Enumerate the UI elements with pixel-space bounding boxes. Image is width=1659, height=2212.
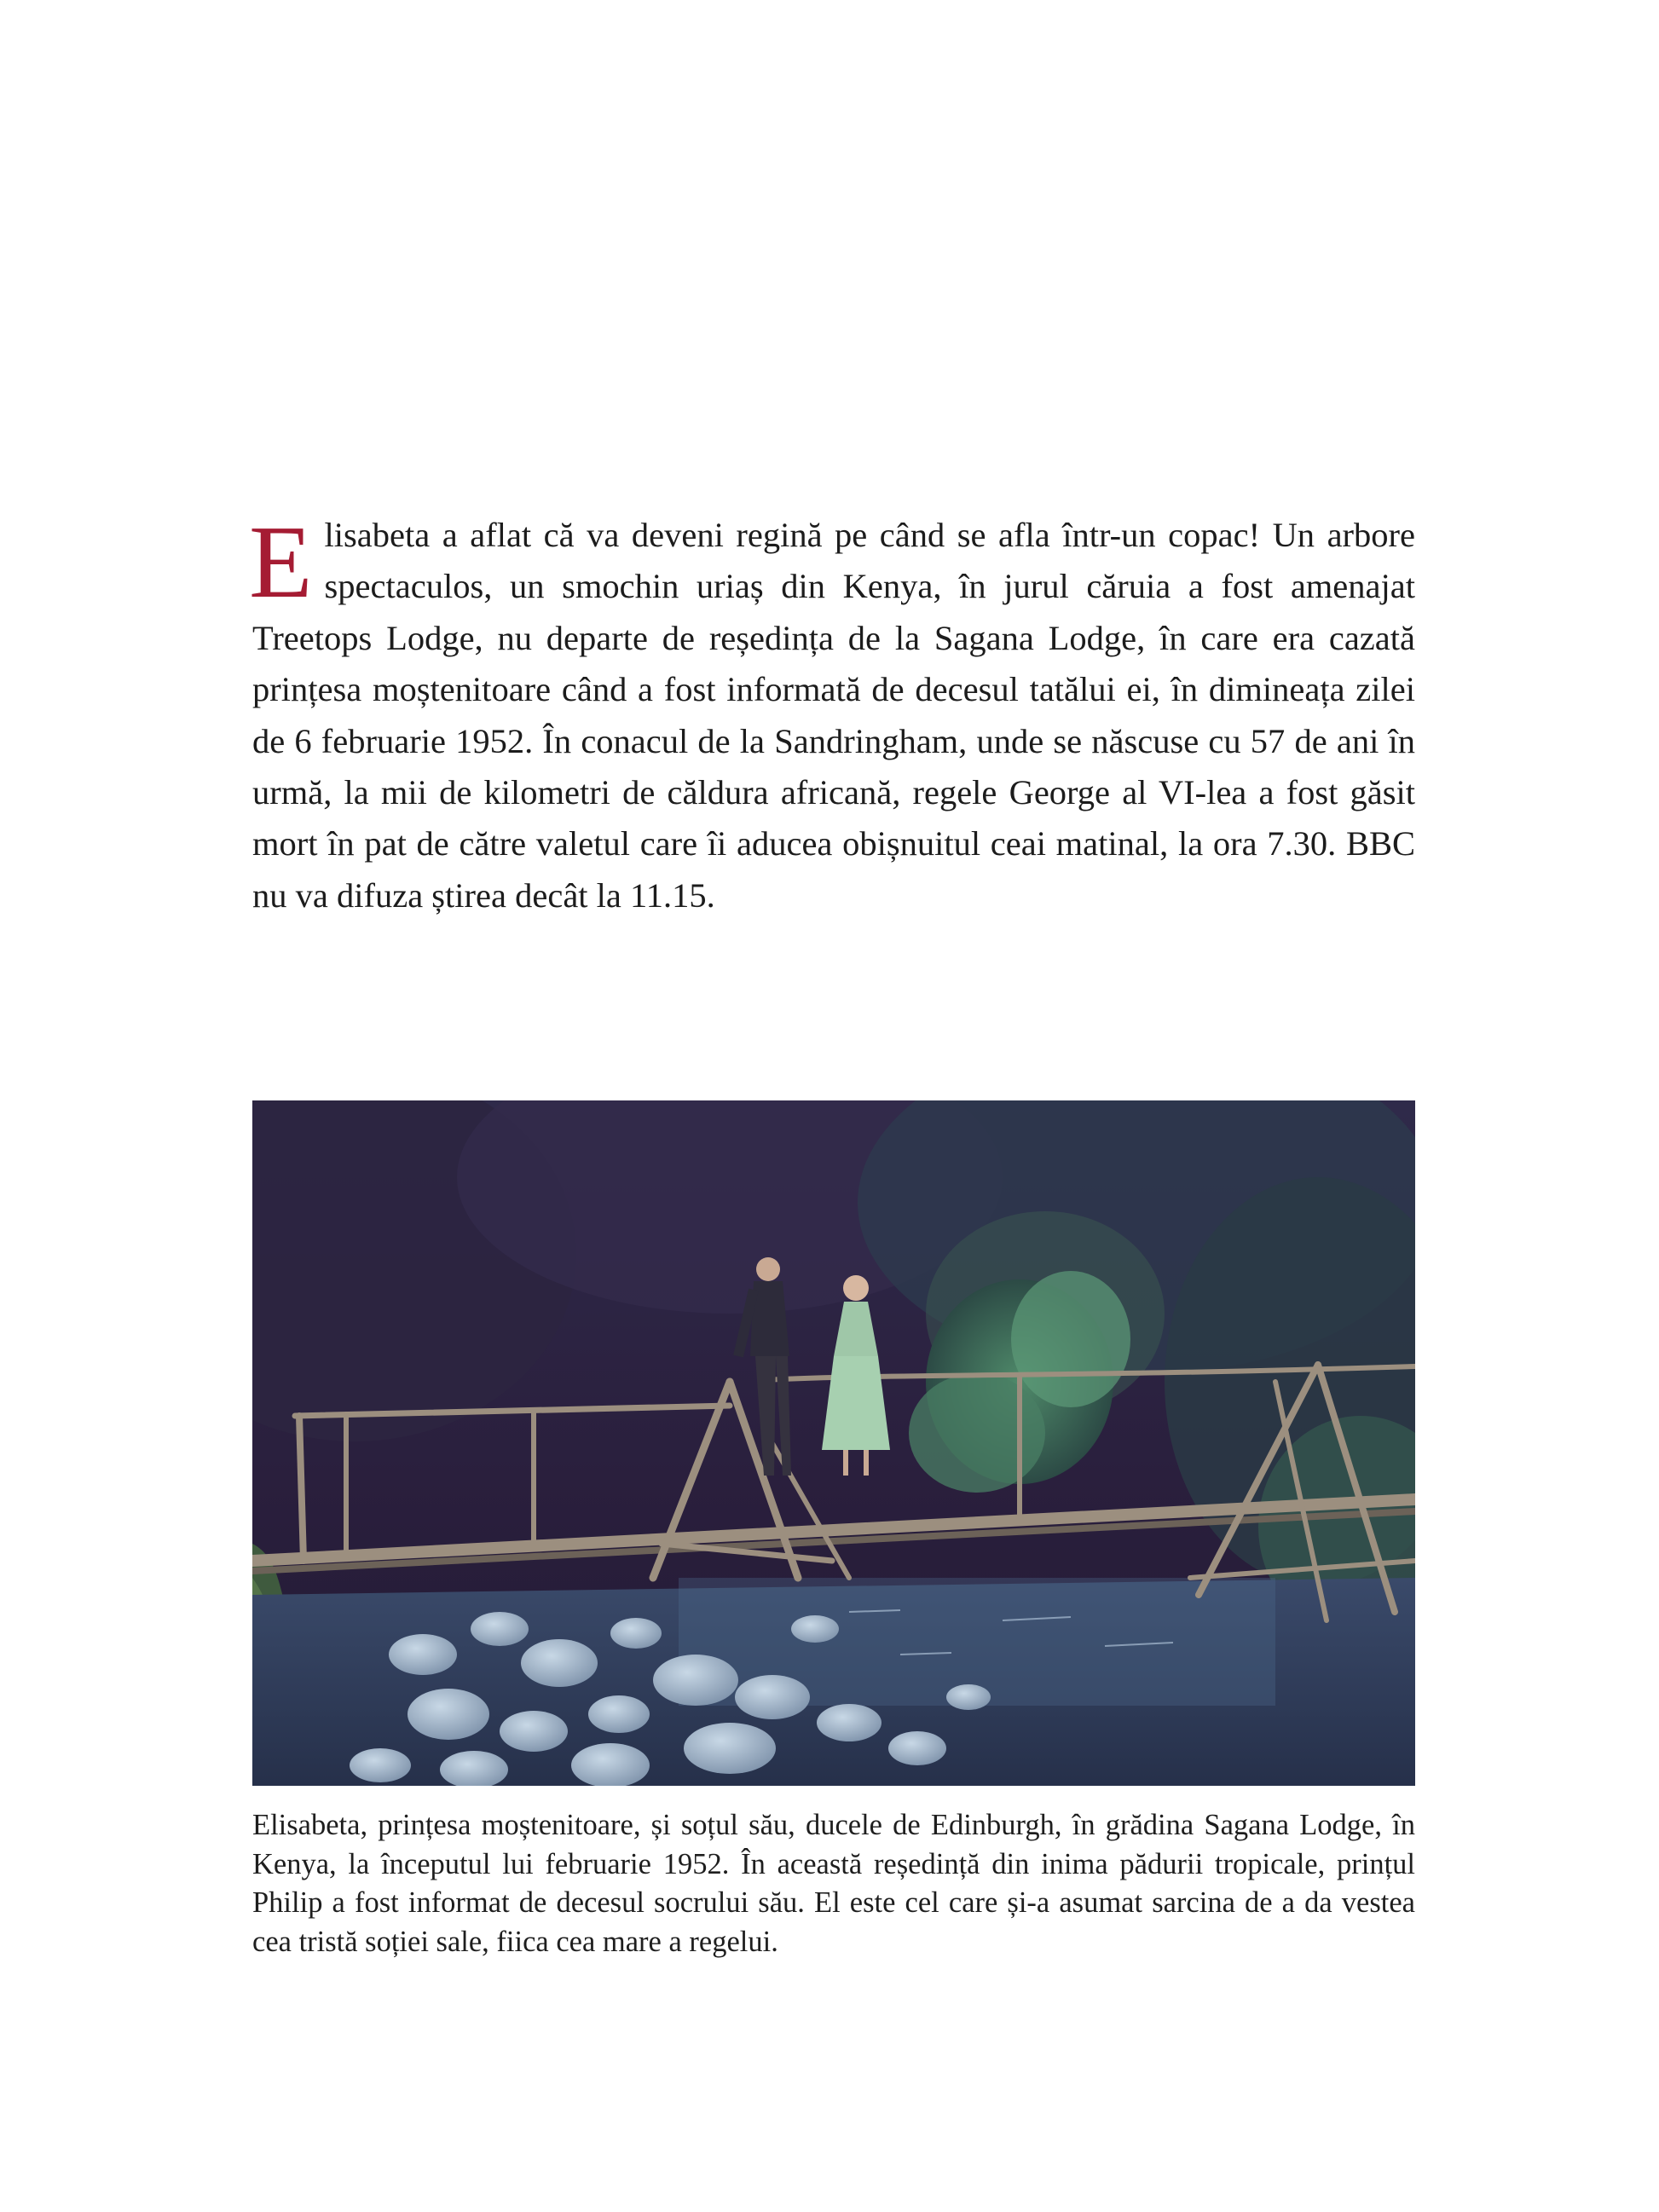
drop-cap: E — [249, 505, 313, 620]
photograph-illustration — [252, 1100, 1415, 1786]
photograph-bridge-kenya — [252, 1100, 1415, 1786]
body-paragraph-text: lisabeta a aflat că va deveni regină pe când se afla într-un copac! Un arbore spectaculos, un smochin uriaș din Kenya, în jurul căruia a fost amenajat Treetops Lodge, nu departe de reședința de la Sagana Lodge, în care era cazată prințesa moștenitoare când a fost informată de decesul tatălui ei, în dimineața zilei de 6 februarie 1952. În conacul de la Sandringham, unde se născuse cu 57 de ani în urmă, la mii de kilometri de căldura africană, regele George al VI-lea a fost găsit mort în pat de către valetul care îi aducea obișnuitul ceai matinal, la ora 7.30. BBC nu va difuza știrea decât la 11.15. — [252, 516, 1415, 915]
photo-caption: Elisabeta, prințesa moștenitoare, și soțul său, ducele de Edinburgh, în grădina Sagana Lodge, în Kenya, la începutul lui februarie 1952. În această reședință din inima pădurii tropicale, prințul Philip a fost informat de decesul socrului său. El este cel care și-a asumat sarcina de a da vestea cea tristă soției sale, fiica cea mare a regelui. — [252, 1809, 1415, 1958]
body-paragraph — [249, 505, 1415, 921]
